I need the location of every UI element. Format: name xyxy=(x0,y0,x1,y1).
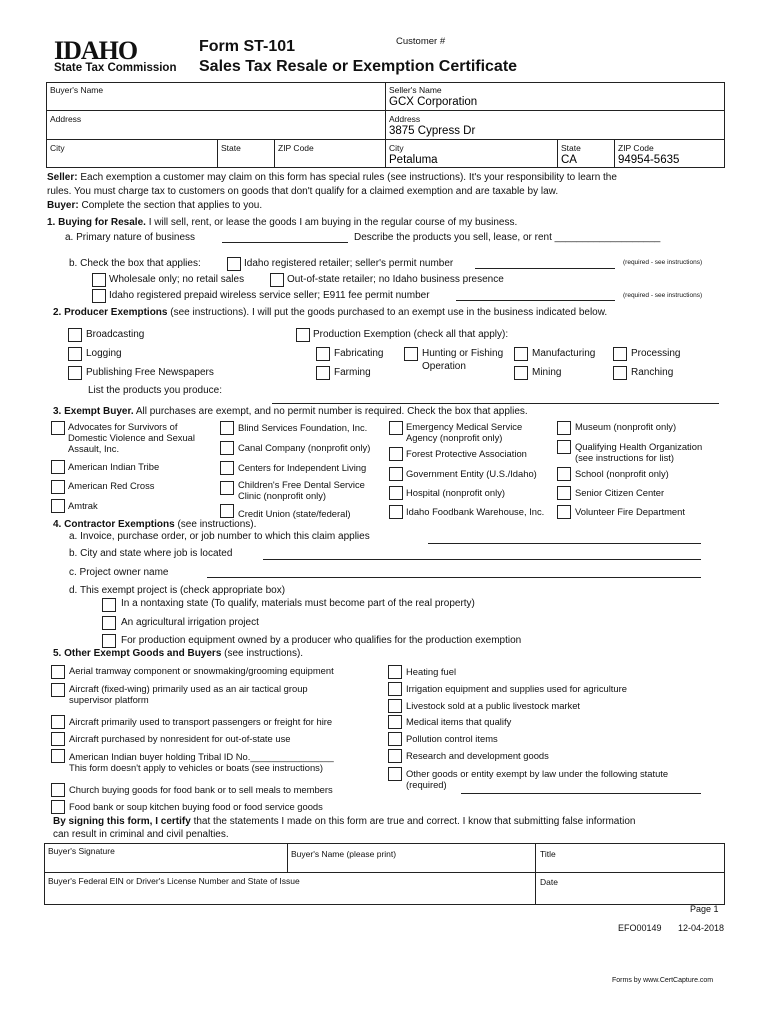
advocates-label: Advocates for Survivors of Domestic Violence and Sexual Assault, Inc. xyxy=(68,421,195,454)
products-produced-input[interactable] xyxy=(272,403,719,404)
health-org-label: Qualifying Health Organization (see instructions for list) xyxy=(575,441,703,463)
section4-heading: 4. Contractor Exemptions (see instructions). xyxy=(53,519,257,530)
project-owner-input[interactable] xyxy=(207,577,701,578)
pollution-control-checkbox[interactable] xyxy=(388,732,402,746)
hospital-checkbox[interactable] xyxy=(389,486,403,500)
red-cross-label: American Red Cross xyxy=(68,480,155,491)
aircraft-nonresident-label: Aircraft purchased by nonresident for out-of-state use xyxy=(69,733,291,744)
church-foodbank-checkbox[interactable] xyxy=(51,783,65,797)
amtrak-checkbox[interactable] xyxy=(51,499,65,513)
col-divider xyxy=(274,139,275,167)
info-divider xyxy=(385,82,386,167)
row-divider xyxy=(46,110,724,111)
medical-items-checkbox[interactable] xyxy=(388,715,402,729)
buyer-city-label: City xyxy=(50,143,65,153)
seller-permit-input[interactable] xyxy=(475,268,615,269)
exempt-project-label: d. This exempt project is (check appropriate box) xyxy=(69,585,286,596)
form-code: EFO00149 xyxy=(618,923,662,933)
newspapers-label: Publishing Free Newspapers xyxy=(86,367,214,378)
soup-kitchen-checkbox[interactable] xyxy=(51,800,65,814)
seller-name-field[interactable]: GCX Corporation xyxy=(389,96,478,108)
prepaid-wireless-label: Idaho registered prepaid wireless service seller; E911 fee permit number xyxy=(109,290,430,301)
sig-col-divider xyxy=(535,843,536,904)
revision-date: 12-04-2018 xyxy=(678,923,725,933)
seller-address-field[interactable]: 3875 Cypress Dr xyxy=(389,125,476,137)
ems-checkbox[interactable] xyxy=(389,421,403,435)
farming-checkbox[interactable] xyxy=(316,366,330,380)
indian-tribe-checkbox[interactable] xyxy=(51,460,65,474)
row-divider xyxy=(46,139,724,140)
out-of-state-checkbox[interactable] xyxy=(270,273,284,287)
certification-text-cont: can result in criminal and civil penalties. xyxy=(53,829,229,840)
school-label: School (nonprofit only) xyxy=(575,468,669,479)
fabricating-checkbox[interactable] xyxy=(316,347,330,361)
health-org-checkbox[interactable] xyxy=(557,440,571,454)
prepaid-wireless-checkbox[interactable] xyxy=(92,289,106,303)
research-checkbox[interactable] xyxy=(388,749,402,763)
government-entity-checkbox[interactable] xyxy=(389,467,403,481)
col-divider xyxy=(614,139,615,167)
seller-zip-field[interactable]: 94954-5635 xyxy=(618,154,680,166)
buyer-instructions: Buyer: Complete the section that applies to you. xyxy=(47,200,263,211)
section1-heading: 1. Buying for Resale. I will sell, rent, or lease the goods I am buying in the regular course of my business. xyxy=(47,217,518,228)
museum-label: Museum (nonprofit only) xyxy=(575,421,677,432)
seller-city-label: City xyxy=(389,143,404,153)
buyer-state-label: State xyxy=(221,143,241,153)
certcapture-credit: Forms by www.CertCapture.com xyxy=(612,977,714,984)
buyer-name-label: Buyer's Name xyxy=(50,85,104,95)
other-statute-checkbox[interactable] xyxy=(388,767,402,781)
hunting-fishing-label: Hunting or Fishing xyxy=(422,348,504,359)
volunteer-fire-label: Volunteer Fire Department xyxy=(575,506,685,517)
research-label: Research and development goods xyxy=(406,750,549,761)
irrigation-project-label: An agricultural irrigation project xyxy=(121,617,259,628)
statute-input[interactable] xyxy=(461,793,701,794)
independent-living-checkbox[interactable] xyxy=(220,461,234,475)
forest-protective-label: Forest Protective Association xyxy=(406,448,527,459)
agency-name: State Tax Commission xyxy=(54,62,177,74)
fabricating-label: Fabricating xyxy=(334,348,384,359)
soup-kitchen-label: Food bank or soup kitchen buying food or food service goods xyxy=(69,801,323,812)
products-label: Describe the products you sell, lease, or rent ___________________ xyxy=(354,232,661,243)
seller-city-field[interactable]: Petaluma xyxy=(389,154,438,166)
nontaxing-state-label: In a nontaxing state (To qualify, materials must become part of the real property) xyxy=(121,598,475,609)
amtrak-label: Amtrak xyxy=(68,500,98,511)
seller-address-label: Address xyxy=(389,114,421,124)
newspapers-checkbox[interactable] xyxy=(68,366,82,380)
aircraft-transport-checkbox[interactable] xyxy=(51,715,65,729)
buyer-address-label: Address xyxy=(50,114,82,124)
aerial-tramway-label: Aerial tramway component or snowmaking/grooming equipment xyxy=(69,665,334,676)
date-label: Date xyxy=(540,877,558,887)
forest-protective-checkbox[interactable] xyxy=(389,447,403,461)
seller-zip-label: ZIP Code xyxy=(618,143,654,153)
government-entity-label: Government Entity (U.S./Idaho) xyxy=(406,468,537,479)
buyer-print-name-label: Buyer's Name (please print) xyxy=(291,849,397,859)
seller-instructions: Seller: Each exemption a customer may claim on this form has special rules (see instructions). It's your responsibility to learn the xyxy=(47,172,617,183)
dental-clinic-label: Children's Free Dental Service Clinic (nonprofit only) xyxy=(238,479,365,501)
section2-heading: 2. Producer Exemptions (see instructions). I will put the goods purchased to an exempt use in the business indicated below. xyxy=(53,307,608,318)
irrigation-project-checkbox[interactable] xyxy=(102,616,116,630)
canal-company-checkbox[interactable] xyxy=(220,441,234,455)
pollution-control-label: Pollution control items xyxy=(406,733,498,744)
page-number: Page 1 xyxy=(690,904,719,914)
manufacturing-label: Manufacturing xyxy=(532,348,596,359)
independent-living-label: Centers for Independent Living xyxy=(238,462,367,473)
aircraft-nonresident-checkbox[interactable] xyxy=(51,732,65,746)
job-location-label: b. City and state where job is located xyxy=(69,548,233,559)
sig-col-divider xyxy=(287,843,288,872)
heating-fuel-checkbox[interactable] xyxy=(388,665,402,679)
operation-label: Operation xyxy=(422,361,466,372)
ranching-label: Ranching xyxy=(631,367,674,378)
invoice-input[interactable] xyxy=(428,543,701,544)
blind-services-checkbox[interactable] xyxy=(220,421,234,435)
broadcasting-checkbox[interactable] xyxy=(68,328,82,342)
certification-text: By signing this form, I certify that the statements I made on this form are true and correct. I know that submitting false information xyxy=(53,816,636,827)
job-location-input[interactable] xyxy=(263,559,701,560)
volunteer-fire-checkbox[interactable] xyxy=(557,505,571,519)
canal-company-label: Canal Company (nonprofit only) xyxy=(238,442,371,453)
idaho-retailer-label: Idaho registered retailer; seller's permit number xyxy=(244,258,454,269)
indian-buyer-checkbox[interactable] xyxy=(51,749,65,763)
indian-tribe-label: American Indian Tribe xyxy=(68,461,160,472)
aircraft-tactical-label: Aircraft (fixed-wing) primarily used as an air tactical group supervisor platform xyxy=(69,683,308,705)
livestock-label: Livestock sold at a public livestock market xyxy=(406,700,581,711)
irrigation-equipment-checkbox[interactable] xyxy=(388,682,402,696)
senior-center-checkbox[interactable] xyxy=(557,486,571,500)
mining-checkbox[interactable] xyxy=(514,366,528,380)
production-exemption-checkbox[interactable] xyxy=(296,328,310,342)
school-checkbox[interactable] xyxy=(557,467,571,481)
required-note-2: (required - see instructions) xyxy=(623,292,703,299)
broadcasting-label: Broadcasting xyxy=(86,329,145,340)
nontaxing-state-checkbox[interactable] xyxy=(102,598,116,612)
logging-label: Logging xyxy=(86,348,122,359)
aircraft-transport-label: Aircraft primarily used to transport passengers or freight for hire xyxy=(69,716,333,727)
section5-heading: 5. Other Exempt Goods and Buyers (see instructions). xyxy=(53,648,304,659)
production-equipment-label: For production equipment owned by a producer who qualifies for the production exemption xyxy=(121,635,522,646)
products-produced-label: List the products you produce: xyxy=(88,385,222,396)
museum-checkbox[interactable] xyxy=(557,421,571,435)
customer-number-label: Customer # xyxy=(396,36,446,47)
red-cross-checkbox[interactable] xyxy=(51,480,65,494)
irrigation-equipment-label: Irrigation equipment and supplies used for agriculture xyxy=(406,683,627,694)
production-equipment-checkbox[interactable] xyxy=(102,634,116,648)
aircraft-tactical-checkbox[interactable] xyxy=(51,683,65,697)
processing-label: Processing xyxy=(631,348,681,359)
manufacturing-checkbox[interactable] xyxy=(514,347,528,361)
wholesale-checkbox[interactable] xyxy=(92,273,106,287)
blind-services-label: Blind Services Foundation, Inc. xyxy=(238,422,368,433)
primary-business-input[interactable] xyxy=(222,242,348,243)
mining-label: Mining xyxy=(532,367,562,378)
senior-center-label: Senior Citizen Center xyxy=(575,487,665,498)
form-title: Sales Tax Resale or Exemption Certificate xyxy=(199,58,518,75)
foodbank-warehouse-checkbox[interactable] xyxy=(389,505,403,519)
aerial-tramway-checkbox[interactable] xyxy=(51,665,65,679)
dental-clinic-checkbox[interactable] xyxy=(220,481,234,495)
buyer-signature-label: Buyer's Signature xyxy=(48,846,115,856)
ems-label: Emergency Medical Service Agency (nonprofit only) xyxy=(406,421,523,443)
credit-union-checkbox[interactable] xyxy=(220,504,234,518)
foodbank-warehouse-label: Idaho Foodbank Warehouse, Inc. xyxy=(406,506,545,517)
hunting-fishing-checkbox[interactable] xyxy=(404,347,418,361)
credit-union-label: Credit Union (state/federal) xyxy=(238,508,351,519)
title-label: Title xyxy=(540,849,556,859)
hospital-label: Hospital (nonprofit only) xyxy=(406,487,506,498)
sig-row-divider xyxy=(44,872,724,873)
production-exemption-label: Production Exemption (check all that apply): xyxy=(313,329,509,340)
idaho-retailer-checkbox[interactable] xyxy=(227,257,241,271)
farming-label: Farming xyxy=(334,367,371,378)
idaho-logo: IDAHO xyxy=(54,36,138,65)
heating-fuel-label: Heating fuel xyxy=(406,666,457,677)
logging-checkbox[interactable] xyxy=(68,347,82,361)
ein-label: Buyer's Federal EIN or Driver's License Number and State of Issue xyxy=(48,876,300,886)
col-divider xyxy=(557,139,558,167)
buyer-zip-label: ZIP Code xyxy=(278,143,314,153)
seller-name-label: Seller's Name xyxy=(389,85,442,95)
ranching-checkbox[interactable] xyxy=(613,366,627,380)
wholesale-label: Wholesale only; no retail sales xyxy=(109,274,245,285)
out-of-state-label: Out-of-state retailer; no Idaho business presence xyxy=(287,274,504,285)
e911-permit-input[interactable] xyxy=(456,300,615,301)
project-owner-label: c. Project owner name xyxy=(69,567,169,578)
seller-state-label: State xyxy=(561,143,581,153)
col-divider xyxy=(217,139,218,167)
section3-heading: 3. Exempt Buyer. All purchases are exempt, and no permit number is required. Check the box that applies. xyxy=(53,406,528,417)
primary-business-label: a. Primary nature of business xyxy=(65,232,196,243)
check-box-label: b. Check the box that applies: xyxy=(69,258,201,269)
advocates-checkbox[interactable] xyxy=(51,421,65,435)
church-foodbank-label: Church buying goods for food bank or to sell meals to members xyxy=(69,784,333,795)
other-statute-label: Other goods or entity exempt by law under the following statute (required) xyxy=(406,768,669,790)
form-number: Form ST-101 xyxy=(199,38,296,55)
invoice-label: a. Invoice, purchase order, or job number to which this claim applies xyxy=(69,531,370,542)
processing-checkbox[interactable] xyxy=(613,347,627,361)
indian-buyer-label: American Indian buyer holding Tribal ID No.________________ This form doesn't apply to vehicles or boats (see instructions) xyxy=(69,751,334,773)
medical-items-label: Medical items that qualify xyxy=(406,716,512,727)
seller-state-field[interactable]: CA xyxy=(561,154,577,166)
required-note-1: (required - see instructions) xyxy=(623,259,703,266)
seller-instructions-cont: rules. You must charge tax to customers on goods that don't qualify for a claimed exemption and are taxable by law. xyxy=(47,186,559,197)
livestock-checkbox[interactable] xyxy=(388,699,402,713)
